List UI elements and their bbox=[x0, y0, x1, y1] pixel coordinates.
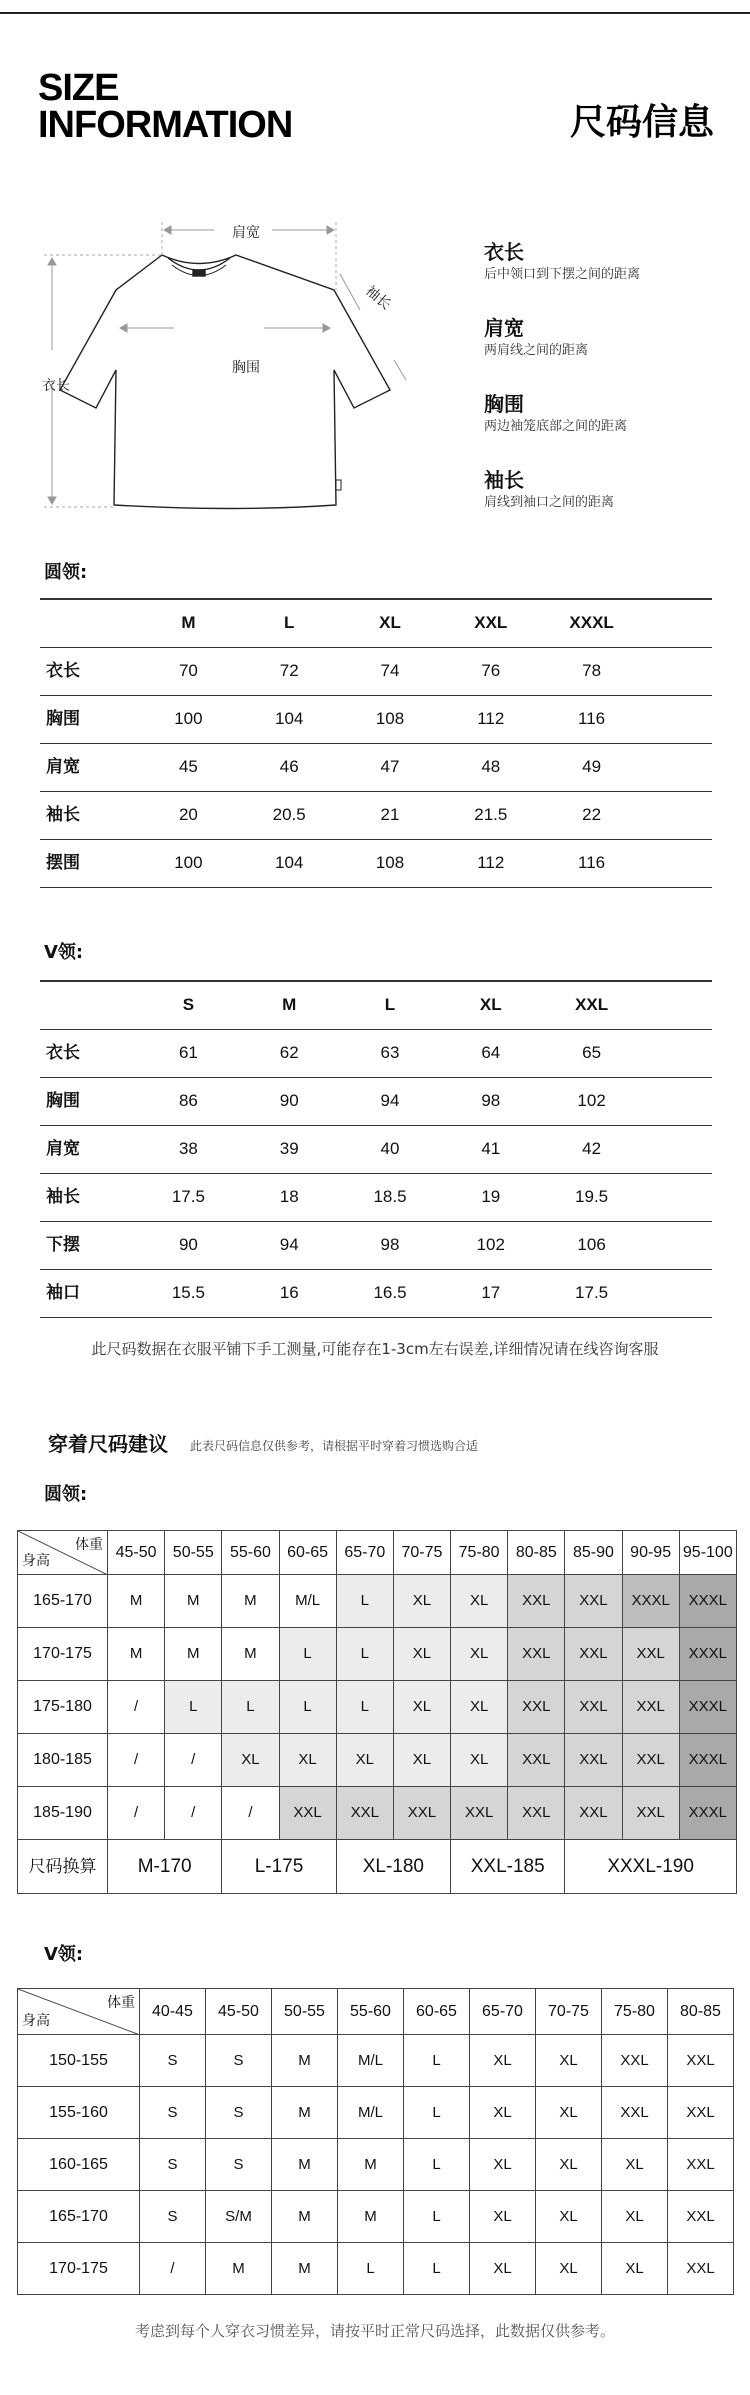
table-row bbox=[18, 1787, 737, 1840]
definition-desc: 肩线到袖口之间的距离 bbox=[484, 495, 615, 510]
table-cell: 48 bbox=[440, 743, 541, 791]
table-cell: / bbox=[165, 1734, 222, 1787]
table-cell: XL bbox=[279, 1734, 336, 1787]
table-cell: 42 bbox=[541, 1125, 642, 1173]
table-cell: 74 bbox=[340, 647, 441, 695]
table-cell: 19 bbox=[440, 1173, 541, 1221]
table-cell: 49 bbox=[541, 743, 642, 791]
table-cell: XL bbox=[470, 2191, 536, 2243]
table-cell: XXL bbox=[668, 2087, 734, 2139]
definition-item bbox=[484, 240, 734, 283]
table-row bbox=[40, 839, 712, 887]
height-axis-label: 身高 bbox=[22, 2013, 50, 2029]
table-cell: 104 bbox=[239, 695, 340, 743]
table-cell: S bbox=[140, 2087, 206, 2139]
conversion-cell: M-170 bbox=[108, 1840, 222, 1894]
brand-line-1: SIZE bbox=[38, 67, 119, 109]
table-spacer bbox=[642, 647, 712, 695]
table-cell: XXL bbox=[602, 2087, 668, 2139]
table-row bbox=[40, 1077, 712, 1125]
table-cell: 86 bbox=[138, 1077, 239, 1125]
row-header: 肩宽 bbox=[40, 743, 138, 791]
table-cell: 78 bbox=[541, 647, 642, 695]
table-cell: XXL bbox=[602, 2035, 668, 2087]
table-cell: XXL bbox=[508, 1787, 565, 1840]
table-cell: XXL bbox=[622, 1787, 679, 1840]
table-cell: 47 bbox=[340, 743, 441, 791]
table-cell: M/L bbox=[338, 2035, 404, 2087]
table-cell: XL bbox=[470, 2243, 536, 2295]
table-cell: 72 bbox=[239, 647, 340, 695]
table-header-row bbox=[18, 1531, 737, 1575]
height-axis-label: 身高 bbox=[22, 1553, 50, 1569]
diagram-label-chest: 胸围 bbox=[232, 360, 260, 376]
table-cell: 18 bbox=[239, 1173, 340, 1221]
table-cell: XXL bbox=[668, 2035, 734, 2087]
table-cell: XL bbox=[222, 1734, 279, 1787]
table-cell: S bbox=[206, 2139, 272, 2191]
table-cell: M bbox=[108, 1628, 165, 1681]
table-cell: 17 bbox=[440, 1269, 541, 1317]
table-corner bbox=[18, 1531, 108, 1575]
table-cell: M bbox=[108, 1575, 165, 1628]
table-row bbox=[40, 1125, 712, 1173]
table-cell: XXL bbox=[622, 1681, 679, 1734]
table-cell: XL bbox=[536, 2191, 602, 2243]
table-cell: 70 bbox=[138, 647, 239, 695]
row-header: 袖长 bbox=[40, 791, 138, 839]
table-cell: 106 bbox=[541, 1221, 642, 1269]
height-header: 160-165 bbox=[18, 2139, 140, 2191]
table-row bbox=[40, 647, 712, 695]
table-corner bbox=[18, 1989, 140, 2035]
height-header: 165-170 bbox=[18, 2191, 140, 2243]
table-cell: 104 bbox=[239, 839, 340, 887]
definition-item bbox=[484, 392, 734, 435]
table-cell: 98 bbox=[440, 1077, 541, 1125]
weight-axis-label: 体重 bbox=[75, 1537, 103, 1553]
diagram-label-shoulder: 肩宽 bbox=[232, 225, 260, 241]
table-cell: / bbox=[165, 1787, 222, 1840]
row-header: 胸围 bbox=[40, 1077, 138, 1125]
table-cell: 116 bbox=[541, 695, 642, 743]
table-cell: XL bbox=[602, 2139, 668, 2191]
weight-header: 65-70 bbox=[336, 1531, 393, 1575]
table-cell: 18.5 bbox=[340, 1173, 441, 1221]
table-cell: XXXL bbox=[679, 1628, 736, 1681]
conversion-cell: XL-180 bbox=[336, 1840, 450, 1894]
table-cell: 90 bbox=[239, 1077, 340, 1125]
table-cell: XL bbox=[536, 2035, 602, 2087]
table-cell: L bbox=[336, 1575, 393, 1628]
table-cell: XXL bbox=[565, 1734, 622, 1787]
table-cell: L bbox=[404, 2191, 470, 2243]
definition-term: 衣长 bbox=[484, 240, 524, 264]
table-cell: XXL bbox=[508, 1628, 565, 1681]
table-cell: M/L bbox=[338, 2087, 404, 2139]
table-cell: L bbox=[336, 1628, 393, 1681]
crew-size-label: 圆领: bbox=[44, 562, 88, 583]
conversion-row bbox=[18, 1840, 737, 1894]
row-header: 摆围 bbox=[40, 839, 138, 887]
definition-term: 肩宽 bbox=[484, 316, 524, 340]
table-spacer bbox=[642, 1221, 712, 1269]
table-cell: M bbox=[272, 2087, 338, 2139]
size-header: XXL bbox=[440, 599, 541, 647]
table-cell: / bbox=[222, 1787, 279, 1840]
table-cell: XL bbox=[451, 1681, 508, 1734]
conversion-label: 尺码换算 bbox=[18, 1840, 108, 1894]
table-cell: 17.5 bbox=[138, 1173, 239, 1221]
height-header: 165-170 bbox=[18, 1575, 108, 1628]
table-row bbox=[18, 1734, 737, 1787]
table-row bbox=[18, 2139, 734, 2191]
table-cell: XL bbox=[393, 1628, 450, 1681]
weight-header: 55-60 bbox=[222, 1531, 279, 1575]
height-header: 175-180 bbox=[18, 1681, 108, 1734]
definition-term: 胸围 bbox=[484, 392, 524, 416]
table-cell: XXL bbox=[279, 1787, 336, 1840]
table-cell: XXL bbox=[508, 1681, 565, 1734]
table-cell: M bbox=[272, 2243, 338, 2295]
weight-header: 50-55 bbox=[272, 1989, 338, 2035]
table-cell: L bbox=[404, 2035, 470, 2087]
table-cell: XXL bbox=[565, 1787, 622, 1840]
definition-desc: 后中领口到下摆之间的距离 bbox=[484, 267, 641, 282]
table-spacer bbox=[642, 839, 712, 887]
table-cell: M bbox=[165, 1575, 222, 1628]
weight-header: 60-65 bbox=[279, 1531, 336, 1575]
table-cell: S/M bbox=[206, 2191, 272, 2243]
table-cell: XXL bbox=[393, 1787, 450, 1840]
table-cell: L bbox=[279, 1681, 336, 1734]
table-cell: XL bbox=[470, 2139, 536, 2191]
table-row bbox=[40, 1269, 712, 1317]
table-cell: XXL bbox=[565, 1575, 622, 1628]
table-cell: 20 bbox=[138, 791, 239, 839]
weight-header: 75-80 bbox=[451, 1531, 508, 1575]
size-header: L bbox=[239, 599, 340, 647]
conversion-cell: XXL-185 bbox=[451, 1840, 565, 1894]
row-header: 衣长 bbox=[40, 1029, 138, 1077]
table-cell: 90 bbox=[138, 1221, 239, 1269]
table-cell: XL bbox=[451, 1575, 508, 1628]
table-cell: XXXL bbox=[679, 1575, 736, 1628]
table-cell: XL bbox=[336, 1734, 393, 1787]
table-row bbox=[40, 1173, 712, 1221]
table-spacer bbox=[642, 1077, 712, 1125]
table-cell: L bbox=[336, 1681, 393, 1734]
table-row bbox=[18, 2087, 734, 2139]
table-cell: M bbox=[222, 1575, 279, 1628]
table-cell: / bbox=[108, 1787, 165, 1840]
weight-header: 55-60 bbox=[338, 1989, 404, 2035]
height-header: 170-175 bbox=[18, 1628, 108, 1681]
table-cell: XXL bbox=[451, 1787, 508, 1840]
size-header: M bbox=[138, 599, 239, 647]
table-cell: 116 bbox=[541, 839, 642, 887]
table-cell: XL bbox=[536, 2139, 602, 2191]
table-cell: XL bbox=[536, 2243, 602, 2295]
weight-header: 80-85 bbox=[668, 1989, 734, 2035]
table-cell: / bbox=[108, 1681, 165, 1734]
table-cell: 39 bbox=[239, 1125, 340, 1173]
table-cell: XL bbox=[393, 1575, 450, 1628]
table-cell: XL bbox=[451, 1628, 508, 1681]
table-cell: 102 bbox=[541, 1077, 642, 1125]
table-row bbox=[18, 1628, 737, 1681]
vneck-recommend-table bbox=[17, 1988, 734, 2295]
table-cell: XXL bbox=[622, 1734, 679, 1787]
table-cell: 98 bbox=[340, 1221, 441, 1269]
definition-item bbox=[484, 468, 734, 511]
vneck-size-label: V领: bbox=[44, 942, 84, 963]
table-cell: XXL bbox=[668, 2243, 734, 2295]
table-cell: 16.5 bbox=[340, 1269, 441, 1317]
size-header: M bbox=[239, 981, 340, 1029]
size-header: S bbox=[138, 981, 239, 1029]
table-cell: 41 bbox=[440, 1125, 541, 1173]
diagram-label-length: 衣长 bbox=[42, 378, 70, 394]
table-cell: 62 bbox=[239, 1029, 340, 1077]
table-cell: XXXL bbox=[622, 1575, 679, 1628]
table-cell: M bbox=[206, 2243, 272, 2295]
definition-item bbox=[484, 316, 734, 359]
table-cell: XL bbox=[536, 2087, 602, 2139]
size-header: XL bbox=[340, 599, 441, 647]
table-cell: 64 bbox=[440, 1029, 541, 1077]
table-cell: 102 bbox=[440, 1221, 541, 1269]
size-header: XXXL bbox=[541, 599, 642, 647]
table-row bbox=[18, 1575, 737, 1628]
size-header: XL bbox=[440, 981, 541, 1029]
table-cell: M bbox=[165, 1628, 222, 1681]
table-cell: XL bbox=[451, 1734, 508, 1787]
table-cell: XXL bbox=[508, 1575, 565, 1628]
row-header: 袖长 bbox=[40, 1173, 138, 1221]
table-cell: 94 bbox=[340, 1077, 441, 1125]
brand-heading bbox=[38, 67, 293, 146]
table-cell: 100 bbox=[138, 839, 239, 887]
table-cell: M bbox=[222, 1628, 279, 1681]
table-cell: S bbox=[206, 2087, 272, 2139]
recommend-title: 穿着尺码建议 bbox=[48, 1432, 168, 1456]
table-cell: 46 bbox=[239, 743, 340, 791]
definition-term: 袖长 bbox=[484, 468, 524, 492]
table-cell: 76 bbox=[440, 647, 541, 695]
table-spacer bbox=[642, 1029, 712, 1077]
table-header-row bbox=[18, 1989, 734, 2035]
height-header: 185-190 bbox=[18, 1787, 108, 1840]
definition-desc: 两边袖笼底部之间的距离 bbox=[484, 419, 628, 434]
table-cell: 94 bbox=[239, 1221, 340, 1269]
table-cell: 63 bbox=[340, 1029, 441, 1077]
table-cell: XL bbox=[470, 2035, 536, 2087]
table-cell: XXXL bbox=[679, 1681, 736, 1734]
weight-header: 50-55 bbox=[165, 1531, 222, 1575]
size-header: L bbox=[340, 981, 441, 1029]
table-cell: S bbox=[206, 2035, 272, 2087]
table-corner bbox=[40, 981, 138, 1029]
table-cell: M/L bbox=[279, 1575, 336, 1628]
table-row bbox=[40, 695, 712, 743]
table-cell: XL bbox=[393, 1734, 450, 1787]
table-cell: 16 bbox=[239, 1269, 340, 1317]
table-header-row bbox=[40, 981, 712, 1029]
vneck-size-table bbox=[40, 980, 712, 1318]
table-cell: M bbox=[272, 2035, 338, 2087]
table-cell: 61 bbox=[138, 1029, 239, 1077]
table-cell: XXL bbox=[668, 2191, 734, 2243]
table-spacer bbox=[642, 599, 712, 647]
row-header: 胸围 bbox=[40, 695, 138, 743]
table-spacer bbox=[642, 743, 712, 791]
table-cell: 21 bbox=[340, 791, 441, 839]
table-cell: M bbox=[338, 2139, 404, 2191]
table-cell: 38 bbox=[138, 1125, 239, 1173]
definition-desc: 两肩线之间的距离 bbox=[484, 343, 589, 358]
table-row bbox=[40, 743, 712, 791]
row-header: 肩宽 bbox=[40, 1125, 138, 1173]
weight-header: 60-65 bbox=[404, 1989, 470, 2035]
table-cell: XL bbox=[602, 2191, 668, 2243]
table-cell: / bbox=[140, 2243, 206, 2295]
weight-axis-label: 体重 bbox=[107, 1995, 135, 2011]
crew-size-table bbox=[40, 598, 712, 888]
footer-note: 考虑到每个人穿衣习惯差异，请按平时正常尺码选择，此数据仅供参考。 bbox=[134, 2322, 615, 2340]
weight-header: 45-50 bbox=[108, 1531, 165, 1575]
table-cell: 100 bbox=[138, 695, 239, 743]
table-cell: 112 bbox=[440, 695, 541, 743]
row-header: 下摆 bbox=[40, 1221, 138, 1269]
tshirt-diagram bbox=[34, 210, 434, 530]
table-cell: S bbox=[140, 2191, 206, 2243]
measurement-definitions bbox=[484, 240, 734, 544]
table-spacer bbox=[642, 695, 712, 743]
table-cell: XXL bbox=[508, 1734, 565, 1787]
table-cell: XXL bbox=[668, 2139, 734, 2191]
table-cell: S bbox=[140, 2035, 206, 2087]
weight-header: 80-85 bbox=[508, 1531, 565, 1575]
table-row bbox=[40, 1029, 712, 1077]
size-header: XXL bbox=[541, 981, 642, 1029]
weight-header: 65-70 bbox=[470, 1989, 536, 2035]
brand-line-2: INFORMATION bbox=[38, 104, 293, 146]
crew-recommend-table bbox=[17, 1530, 737, 1894]
height-header: 180-185 bbox=[18, 1734, 108, 1787]
table-spacer bbox=[642, 1269, 712, 1317]
table-cell: XXXL bbox=[679, 1734, 736, 1787]
weight-header: 45-50 bbox=[206, 1989, 272, 2035]
table-cell: 21.5 bbox=[440, 791, 541, 839]
table-cell: 19.5 bbox=[541, 1173, 642, 1221]
table-cell: 108 bbox=[340, 695, 441, 743]
table-row bbox=[40, 1221, 712, 1269]
table-cell: S bbox=[140, 2139, 206, 2191]
height-header: 170-175 bbox=[18, 2243, 140, 2295]
table-cell: 40 bbox=[340, 1125, 441, 1173]
height-header: 150-155 bbox=[18, 2035, 140, 2087]
row-header: 袖口 bbox=[40, 1269, 138, 1317]
table-cell: L bbox=[222, 1681, 279, 1734]
table-cell: XXL bbox=[565, 1628, 622, 1681]
table-row bbox=[18, 2035, 734, 2087]
table-spacer bbox=[642, 791, 712, 839]
table-row bbox=[18, 1681, 737, 1734]
table-corner bbox=[40, 599, 138, 647]
weight-header: 70-75 bbox=[393, 1531, 450, 1575]
table-header-row bbox=[40, 599, 712, 647]
table-cell: 45 bbox=[138, 743, 239, 791]
table-cell: XL bbox=[393, 1681, 450, 1734]
table-cell: M bbox=[272, 2191, 338, 2243]
table-cell: XXL bbox=[336, 1787, 393, 1840]
table-cell: XXXL bbox=[679, 1787, 736, 1840]
table-cell: 20.5 bbox=[239, 791, 340, 839]
table-cell: XXL bbox=[565, 1681, 622, 1734]
table-cell: 15.5 bbox=[138, 1269, 239, 1317]
table-cell: L bbox=[338, 2243, 404, 2295]
weight-header: 75-80 bbox=[602, 1989, 668, 2035]
conversion-cell: XXXL-190 bbox=[565, 1840, 737, 1894]
table-cell: 17.5 bbox=[541, 1269, 642, 1317]
table-cell: L bbox=[404, 2087, 470, 2139]
table-cell: / bbox=[108, 1734, 165, 1787]
weight-header: 85-90 bbox=[565, 1531, 622, 1575]
table-cell: XL bbox=[470, 2087, 536, 2139]
table-cell: M bbox=[272, 2139, 338, 2191]
table-cell: M bbox=[338, 2191, 404, 2243]
weight-header: 70-75 bbox=[536, 1989, 602, 2035]
weight-header: 90-95 bbox=[622, 1531, 679, 1575]
table-row bbox=[18, 2243, 734, 2295]
weight-header: 95-100 bbox=[679, 1531, 736, 1575]
table-row bbox=[40, 791, 712, 839]
conversion-cell: L-175 bbox=[222, 1840, 336, 1894]
crew-recommend-label: 圆领: bbox=[44, 1484, 88, 1505]
table-row bbox=[18, 2191, 734, 2243]
table-spacer bbox=[642, 981, 712, 1029]
table-spacer bbox=[642, 1173, 712, 1221]
page-title: 尺码信息 bbox=[569, 102, 714, 143]
table-cell: L bbox=[279, 1628, 336, 1681]
table-cell: 22 bbox=[541, 791, 642, 839]
weight-header: 40-45 bbox=[140, 1989, 206, 2035]
table-cell: 108 bbox=[340, 839, 441, 887]
measurement-note: 此尺码数据在衣服平铺下手工测量,可能存在1-3cm左右误差,详细情况请在线咨询客服 bbox=[91, 1340, 659, 1358]
table-cell: XL bbox=[602, 2243, 668, 2295]
table-cell: XXL bbox=[622, 1628, 679, 1681]
table-cell: L bbox=[165, 1681, 222, 1734]
diagram-label-sleeve: 袖长 bbox=[362, 282, 394, 314]
row-header: 衣长 bbox=[40, 647, 138, 695]
table-cell: L bbox=[404, 2139, 470, 2191]
table-cell: 112 bbox=[440, 839, 541, 887]
top-divider bbox=[0, 12, 750, 14]
table-cell: L bbox=[404, 2243, 470, 2295]
vneck-recommend-label: V领: bbox=[44, 1944, 84, 1965]
table-spacer bbox=[642, 1125, 712, 1173]
table-cell: 65 bbox=[541, 1029, 642, 1077]
height-header: 155-160 bbox=[18, 2087, 140, 2139]
recommend-subtitle: 此表尺码信息仅供参考，请根据平时穿着习惯选购合适 bbox=[190, 1439, 479, 1453]
